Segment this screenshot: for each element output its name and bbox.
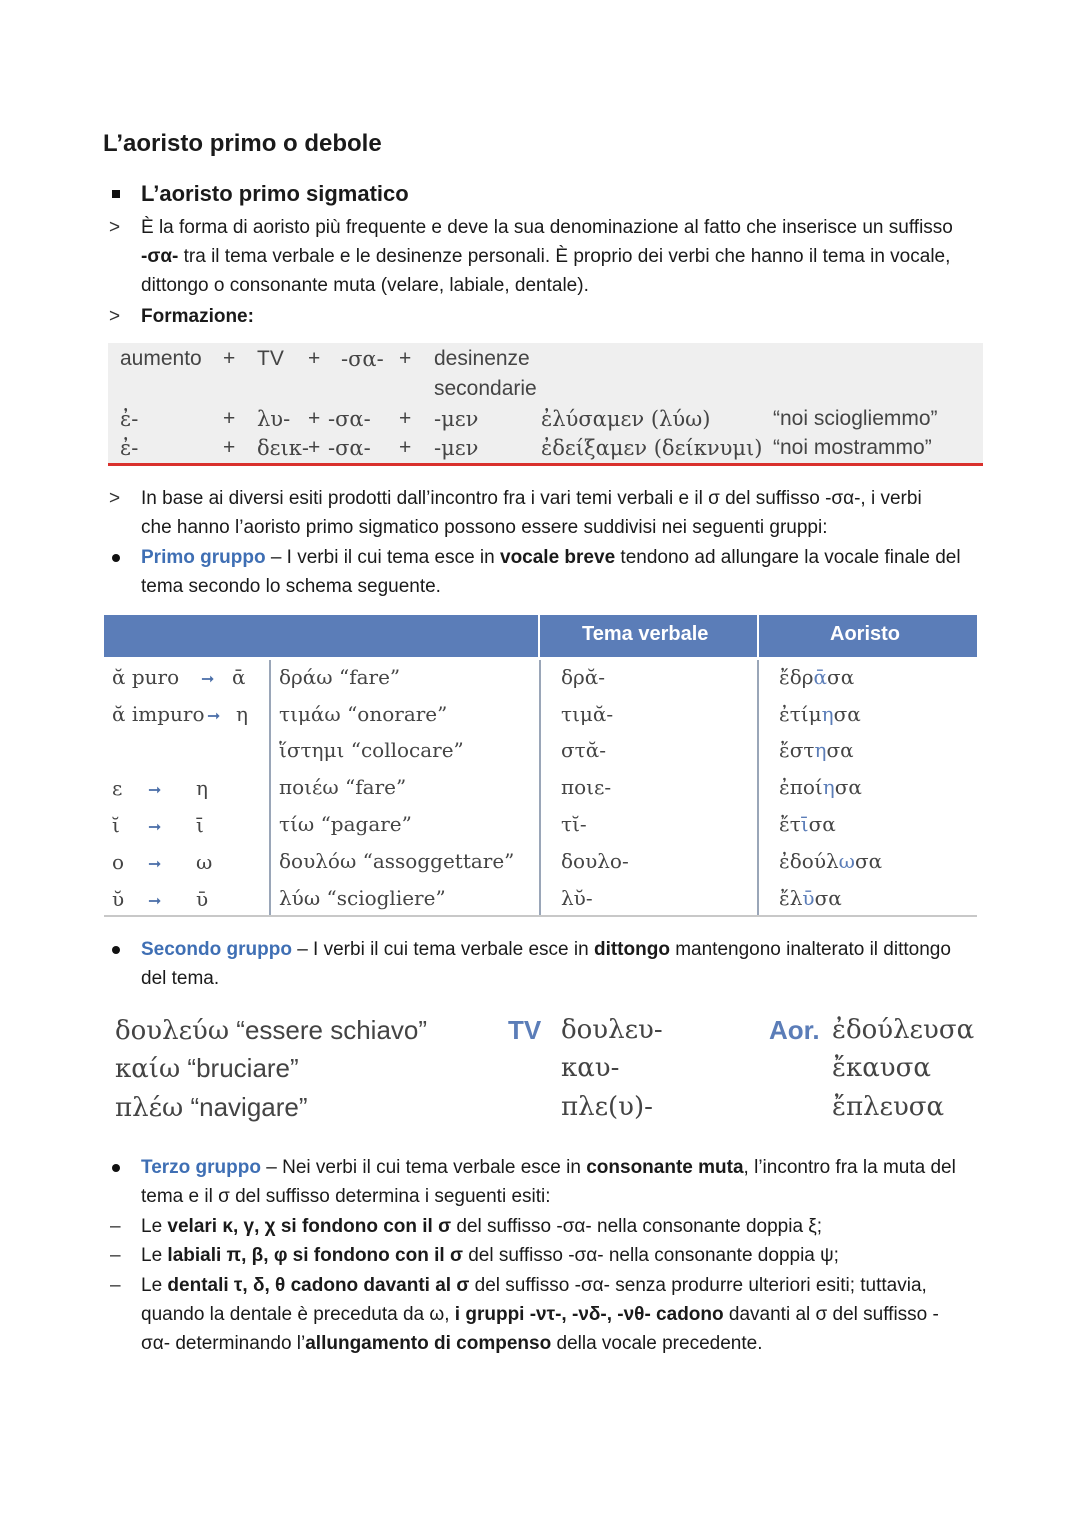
- g2-verb: [115, 1049, 299, 1088]
- dash-marker: –: [110, 1216, 121, 1237]
- round-bullet-icon: [112, 554, 120, 562]
- dash-item-dentali: [141, 1271, 991, 1358]
- formation-plus: +: [308, 407, 321, 430]
- aorist-part: σα: [808, 812, 836, 836]
- aorist-cell: [779, 811, 836, 837]
- col-aoristo: Aoristo: [830, 623, 900, 645]
- aorist-part: σα: [826, 738, 854, 762]
- formation-head-plus: +: [308, 347, 321, 370]
- g2-aorist: ἐδούλευσα: [832, 1015, 975, 1045]
- round-bullet-icon: [112, 946, 120, 954]
- terzo-line-1: [141, 1153, 991, 1182]
- vowel-to: ῡ: [196, 887, 209, 911]
- terzo-text: – Nei verbi il cui tema verbale esce in: [260, 1157, 587, 1178]
- round-bullet-icon: [112, 1164, 120, 1172]
- stem-cell: τῐ-: [561, 812, 587, 836]
- primo-gruppo-paragraph: [141, 543, 991, 601]
- dentali-line-2: [141, 1300, 991, 1329]
- dash-text: davanti al σ del suffisso -: [723, 1304, 939, 1325]
- formation-ending: -μεν: [434, 407, 479, 431]
- formation-plus: +: [399, 407, 412, 430]
- secondo-text-2: mantengono inalterato il dittongo: [669, 939, 951, 960]
- formation-sa: -σα-: [328, 436, 371, 460]
- formation-stem: δεικ-: [257, 436, 309, 460]
- groups-intro-line-2: che hanno l’aoristo primo sigmatico possono essere suddivisi nei seguenti gruppi:: [141, 517, 828, 538]
- dash-text: della vocale precedente.: [551, 1333, 763, 1354]
- aorist-highlight: ῑ: [800, 812, 809, 836]
- gt-marker: >: [109, 488, 121, 509]
- formation-plus: +: [399, 436, 412, 459]
- formation-sa: -σα-: [328, 407, 371, 431]
- vowel-to: ᾱ: [232, 665, 246, 689]
- vowel-from: ᾰ impuro: [112, 702, 205, 726]
- formation-stem: λυ-: [257, 407, 291, 431]
- aorist-highlight: η: [821, 702, 834, 726]
- dash-bold: i gruppi -ντ-, -νδ-, -νθ- cadono: [454, 1304, 724, 1325]
- vowel-to: ω: [196, 850, 213, 874]
- g2-greek: πλέω: [115, 1093, 184, 1123]
- g2-aorist: ἔπλευσα: [832, 1092, 945, 1122]
- aorist-part: ἔλ: [779, 886, 803, 910]
- verb-cell: ἵστημι “collocare”: [279, 738, 464, 762]
- formation-aug: ἐ-: [120, 436, 139, 460]
- square-bullet-icon: [112, 190, 120, 198]
- formation-head-plus: +: [399, 347, 412, 370]
- aorist-cell: [779, 737, 854, 763]
- gt-marker: >: [109, 217, 121, 238]
- g2-translation: “bruciare”: [180, 1053, 299, 1083]
- g2-stem: δουλευ-: [561, 1015, 663, 1045]
- suffix-sa: -σα-: [141, 246, 179, 267]
- arrow-icon: ➞: [148, 891, 162, 910]
- vowel-to: η: [236, 702, 248, 726]
- terzo-text-2: , l’incontro fra la muta del: [743, 1157, 956, 1178]
- intro-line-2-rest: tra il tema verbale e le desinenze personali. È proprio dei verbi che hanno il tema in vocale,: [178, 246, 951, 267]
- g2-greek: καίω: [115, 1054, 181, 1084]
- dash-text: quando la dentale è preceduta da ω,: [141, 1304, 455, 1325]
- col-divider: [269, 660, 271, 915]
- formation-head-plus: +: [223, 347, 236, 370]
- terzo-bold: consonante muta: [586, 1157, 744, 1178]
- vowel-from: ῠ: [112, 887, 125, 911]
- primo-line-1: [141, 543, 991, 572]
- aorist-highlight: ᾱ: [813, 665, 828, 689]
- formation-plus: +: [223, 407, 236, 430]
- g2-verb: [115, 1088, 308, 1127]
- dash-bold: allungamento di compenso: [305, 1333, 552, 1354]
- header-divider: [538, 615, 540, 657]
- intro-line-1: È la forma di aoristo più frequente e deve la sua denominazione al fatto che inserisce un suffisso: [141, 217, 953, 238]
- dash-text: del suffisso -σα- senza produrre ulteriori esiti; tuttavia,: [469, 1275, 927, 1296]
- vowel-from: ο: [112, 850, 125, 874]
- g2-translation: “navigare”: [183, 1092, 308, 1122]
- aorist-part: ἔστ: [779, 738, 815, 762]
- dash-text: Le: [141, 1216, 168, 1237]
- formation-head-secondarie: secondarie: [434, 377, 537, 400]
- dash-text: σα- determinando l’: [141, 1333, 306, 1354]
- formation-ending: -μεν: [434, 436, 479, 460]
- vowel-from: ᾰ puro: [112, 665, 180, 689]
- stem-cell: λῠ-: [561, 886, 593, 910]
- stem-cell: δρᾰ-: [561, 665, 606, 689]
- aorist-cell: [779, 848, 882, 874]
- verb-cell: δράω “fare”: [279, 665, 401, 689]
- aorist-cell: [779, 885, 842, 911]
- g2-translation: “essere schiavo”: [229, 1015, 428, 1045]
- aorist-part: ἔδρ: [779, 665, 814, 689]
- terzo-line-2: tema e il σ del suffisso determina i seguenti esiti:: [141, 1186, 551, 1207]
- arrow-icon: ➞: [148, 854, 162, 873]
- aorist-part: σα: [834, 775, 862, 799]
- verb-cell: τιμάω “onorare”: [279, 702, 448, 726]
- secondo-line-1: [141, 935, 991, 964]
- aorist-part: ἐποί: [779, 775, 823, 799]
- dash-item-labiali: [141, 1241, 839, 1270]
- formation-head-sa: -σα-: [341, 347, 384, 371]
- groups-intro: [141, 484, 991, 542]
- formation-plus: +: [308, 436, 321, 459]
- intro-paragraph: [141, 213, 991, 300]
- arrow-icon: ➞: [207, 706, 221, 725]
- dash-text: del suffisso -σα- nella consonante doppia ξ;: [451, 1216, 823, 1237]
- vowel-from: ε: [112, 776, 123, 800]
- primo-text-2: tendono ad allungare la vocale finale del: [615, 547, 961, 568]
- dash-text: Le: [141, 1245, 168, 1266]
- aorist-part: ἐδούλ: [779, 849, 839, 873]
- secondo-bold: dittongo: [593, 939, 670, 960]
- terzo-gruppo-paragraph: [141, 1153, 991, 1211]
- dash-marker: –: [110, 1275, 121, 1296]
- dash-bold: velari κ, γ, χ si fondono con il σ: [167, 1216, 452, 1237]
- page-title: L’aoristo primo o debole: [103, 130, 382, 157]
- verb-cell: ποιέω “fare”: [279, 775, 407, 799]
- intro-line-3: dittongo o consonante muta (velare, labiale, dentale).: [141, 275, 589, 296]
- g2-aorist: ἔκαυσα: [832, 1053, 931, 1083]
- dash-marker: –: [110, 1245, 121, 1266]
- aorist-cell: [779, 701, 861, 727]
- arrow-icon: ➞: [148, 817, 162, 836]
- arrow-icon: ➞: [148, 780, 162, 799]
- verb-cell: δουλόω “assoggettare”: [279, 849, 515, 873]
- vowel-to: η: [196, 776, 208, 800]
- formation-translation: “noi sciogliemmo”: [773, 407, 938, 430]
- formazione-label: Formazione:: [141, 306, 254, 327]
- aorist-part: σα: [854, 849, 883, 873]
- aorist-highlight: η: [822, 775, 835, 799]
- aorist-highlight: η: [814, 738, 827, 762]
- aorist-cell: [779, 774, 862, 800]
- formation-plus: +: [223, 436, 236, 459]
- vowel-from: ῐ: [112, 813, 120, 837]
- g2-aor-label: Aor.: [769, 1015, 820, 1045]
- stem-cell: δουλο-: [561, 849, 629, 873]
- primo-gruppo-label: Primo gruppo: [141, 547, 266, 568]
- stem-cell: στᾰ-: [561, 738, 606, 762]
- aorist-cell: [779, 664, 854, 690]
- formation-head-tv: TV: [257, 347, 284, 370]
- secondo-text: – I verbi il cui tema verbale esce in: [291, 939, 594, 960]
- dentali-line-3: [141, 1329, 991, 1358]
- gt-marker: >: [109, 306, 121, 327]
- terzo-gruppo-label: Terzo gruppo: [141, 1157, 261, 1178]
- dash-text: del suffisso -σα- nella consonante doppia ψ;: [462, 1245, 839, 1266]
- secondo-gruppo-label: Secondo gruppo: [141, 939, 292, 960]
- stem-cell: ποιε-: [561, 775, 612, 799]
- aorist-highlight: ω: [838, 849, 855, 873]
- g2-greek: δουλεύω: [115, 1016, 230, 1046]
- g2-tv-label: TV: [508, 1015, 542, 1045]
- aorist-part: ἐτίμ: [779, 702, 822, 726]
- secondo-gruppo-paragraph: [141, 935, 991, 993]
- primo-line-2: tema secondo lo schema seguente.: [141, 576, 441, 597]
- intro-line-2: [141, 242, 991, 271]
- col-tema-verbale: Tema verbale: [582, 623, 709, 645]
- formation-form: ἐλύσαμεν (λύω): [541, 407, 711, 431]
- g2-verb: [115, 1011, 427, 1050]
- groups-intro-line-1: In base ai diversi esiti prodotti dall’incontro fra i vari temi verbali e il σ del suffisso -σα-, i verbi: [141, 488, 922, 509]
- aorist-part: σα: [833, 702, 861, 726]
- primo-text: – I verbi il cui tema esce in: [265, 547, 500, 568]
- vowel-to: ῑ: [196, 813, 204, 837]
- dash-item-velari: [141, 1212, 822, 1241]
- dash-bold: labiali π, β, φ si fondono con il σ: [167, 1245, 463, 1266]
- table-bottom-rule: [104, 915, 977, 917]
- verb-cell: τίω “pagare”: [279, 812, 412, 836]
- formation-aug: ἐ-: [120, 407, 139, 431]
- verb-cell: λύω “sciogliere”: [279, 886, 446, 910]
- formation-head-desinenze: desinenze: [434, 347, 530, 370]
- aorist-highlight: ῡ: [802, 886, 815, 910]
- formation-form: ἐδείξαμεν (δείκνυμι): [541, 436, 763, 460]
- stem-cell: τιμᾰ-: [561, 702, 614, 726]
- dash-bold: dentali τ, δ, θ cadono davanti al σ: [167, 1275, 470, 1296]
- secondo-line-2: del tema.: [141, 968, 220, 989]
- aorist-part: σα: [814, 886, 842, 910]
- section-heading: L’aoristo primo sigmatico: [141, 181, 409, 206]
- formation-translation: “noi mostrammo”: [773, 436, 932, 459]
- dentali-line-1: [141, 1271, 991, 1300]
- primo-bold: vocale breve: [500, 547, 616, 568]
- col-divider: [539, 660, 541, 915]
- g2-stem: καυ-: [561, 1053, 620, 1083]
- aorist-part: σα: [827, 665, 855, 689]
- arrow-icon: ➞: [201, 669, 215, 688]
- g2-stem: πλε(υ)-: [561, 1092, 653, 1122]
- formation-head-aumento: aumento: [120, 347, 202, 370]
- aorist-part: ἔτ: [779, 812, 801, 836]
- header-divider: [757, 615, 759, 657]
- dash-text: Le: [141, 1275, 168, 1296]
- col-divider: [757, 660, 759, 915]
